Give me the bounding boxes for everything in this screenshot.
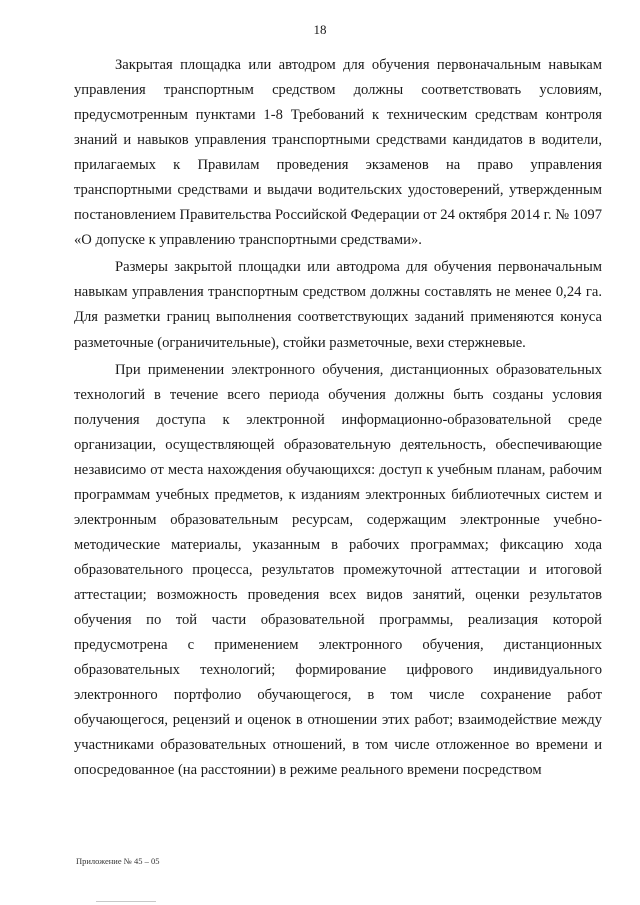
body-text (74, 53, 602, 785)
paragraph-e-learning: При применении электронного обучения, дистанционных образовательных технологий в течение всего периода обучения должны быть созданы условия получения доступа к электронной информационно-образовательной среде организации, осуществляющей образовательную деятельность, обеспечивающие независимо от места нахождения обучающихся: доступ к учебным планам, рабочим программам учебных предметов, к изданиям электронных библиотечных систем и электронным образовательным ресурсам, содержащим электронные учебно-методические материалы, указанным в рабочих программах; фиксацию хода образовательного процесса, результатов промежуточной аттестации и итоговой аттестации; возможность проведения всех видов занятий, оценки результатов обучения по той части образовательной программы, реализация которой предусмотрена с применением электронного обучения, дистанционных образовательных технологий; формирование цифрового индивидуального электронного портфолио обучающегося, в том числе сохранение работ обучающегося, рецензий и оценок в отношении этих работ; взаимодействие между участниками образовательных отношений, в том числе отложенное во времени и опосредованное (на расстоянии) в режиме реального времени посредством (74, 361, 602, 779)
page-number: 18 (313, 22, 327, 37)
paragraph-ground-size: Размеры закрытой площадки или автодрома для обучения первоначальным навыкам управления транспортным средством должны составлять не менее 0,24 га. Для разметки границ выполнения соответствующих заданий применяются конуса разметочные (ограничительные), стойки разметочные, вехи стержневые. (74, 259, 602, 351)
paragraph-training-ground: Закрытая площадка или автодром для обучения первоначальным навыкам управления транспортным средством должны соответствовать условиям, предусмотренным пунктами 1-8 Требований к техническим средствам контроля знаний и навыков управления транспортными средствами кандидатов в водители, прилагаемых к Правилам проведения экзаменов на право управления транспортными средствами и выдачи водительских удостоверений, утвержденным постановлением Правительства Российской Федерации от 24 октября 2014 г. № 1097 «О допуске к управлению транспортными средствами». (74, 57, 602, 249)
scan-artifact-line (96, 901, 156, 902)
page-footer: Приложение № 45 – 05 (76, 856, 160, 866)
